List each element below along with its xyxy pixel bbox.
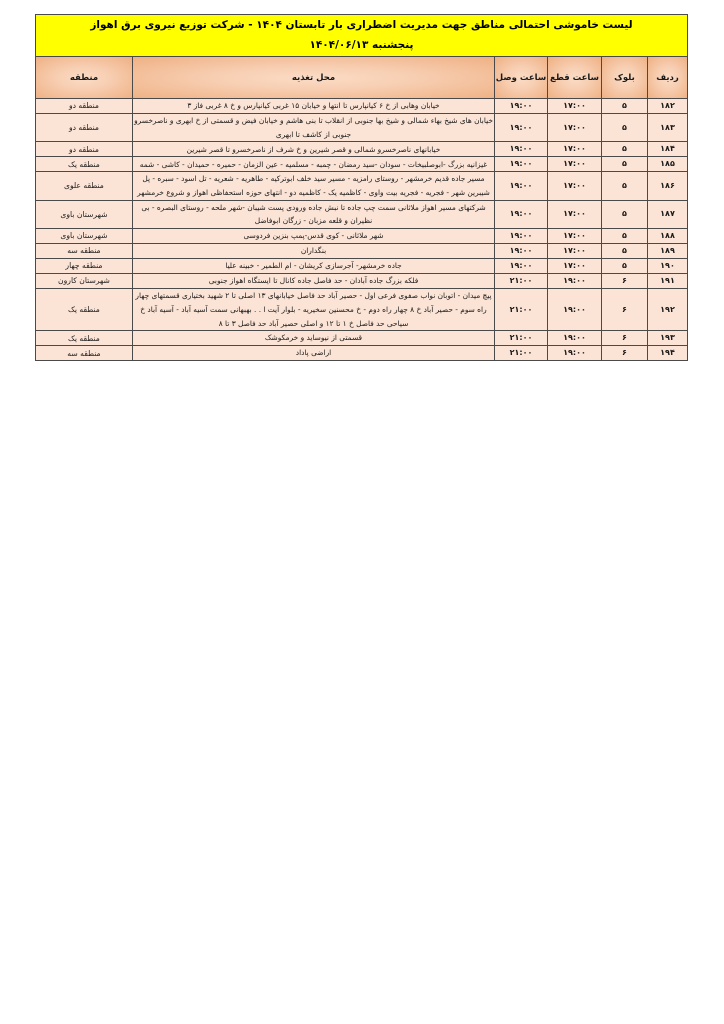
table-row xyxy=(35,200,687,228)
cell-feed-location: مسیر جاده قدیم خرمشهر - روستای رامزیه - مسیر سید خلف ابوترکیه - طاهریه - شعریه - تل اسود - سبره - پل شیبرین شهر - فجریه - فجریه بیت واوی - کاظمیه یک - کاظمیه دو - انتهای حوزه استحفاظی اهواز و شروع خرمشهر xyxy=(133,172,495,200)
column-header-vasl: ساعت وصل xyxy=(495,57,548,99)
cell-outage-start-time: ۱۷:۰۰ xyxy=(548,157,602,172)
cell-row-number: ۱۸۴ xyxy=(648,142,688,157)
table-body xyxy=(35,99,687,361)
cell-outage-end-time: ۱۹:۰۰ xyxy=(495,229,548,244)
cell-outage-end-time: ۲۱:۰۰ xyxy=(495,346,548,361)
cell-region: منطقه یک xyxy=(35,157,132,172)
cell-row-number: ۱۸۹ xyxy=(648,244,688,259)
cell-outage-end-time: ۱۹:۰۰ xyxy=(495,142,548,157)
cell-row-number: ۱۸۶ xyxy=(648,172,688,200)
cell-block: ۵ xyxy=(602,99,648,114)
cell-outage-start-time: ۱۷:۰۰ xyxy=(548,200,602,228)
cell-row-number: ۱۹۱ xyxy=(648,274,688,289)
cell-row-number: ۱۸۳ xyxy=(648,114,688,142)
table-row xyxy=(35,289,687,331)
cell-feed-location: شرکتهای مسیر اهواز ملاثانی سمت چپ جاده تا نبش جاده ورودی پست شیبان -شهر ملحه - روستای البصره - بی نظیران و قلعه مزبان - زرگان ابوفاضل xyxy=(133,200,495,228)
cell-block: ۵ xyxy=(602,259,648,274)
cell-feed-location: قسمتی از نیوساید و خرمکوشک xyxy=(133,331,495,346)
cell-feed-location: اراضی پاداد xyxy=(133,346,495,361)
cell-block: ۵ xyxy=(602,172,648,200)
cell-feed-location: جاده خرمشهر- آجرسازی کریشان - ام الطمیر - خبینه علیا xyxy=(133,259,495,274)
cell-region: منطقه دو xyxy=(35,114,132,142)
column-header-row xyxy=(35,57,687,99)
cell-row-number: ۱۹۰ xyxy=(648,259,688,274)
table-row xyxy=(35,172,687,200)
cell-block: ۶ xyxy=(602,346,648,361)
cell-region: منطقه چهار xyxy=(35,259,132,274)
cell-row-number: ۱۹۳ xyxy=(648,331,688,346)
table-row xyxy=(35,331,687,346)
cell-block: ۵ xyxy=(602,229,648,244)
cell-region: منطقه دو xyxy=(35,142,132,157)
cell-block: ۵ xyxy=(602,114,648,142)
title-line-primary: لیست خاموشی احتمالی مناطق جهت مدیریت اضطراری بار تابستان ۱۴۰۴ - شرکت توزیع نیروی برق اهواز xyxy=(90,18,633,31)
cell-feed-location: خیابانهای ناصرخسرو شمالی و قصر شیرین و خ شرف از ناصرخسرو تا قصر شیرین xyxy=(133,142,495,157)
cell-feed-location: پیچ میدان - اتوبان نواب صفوی فرعی اول - حصیر آباد حد فاصل خیابانهای ۱۳ اصلی تا ۲ شهید بختیاری قسمتهای چهار راه سوم - حصیر آباد خ ۸ چهار راه دوم - خ محسنین سخیریه - بلوار آیت ا . . بهبهانی سمت آسیه آباد - آسیه آباد خ سیاحی حد فاصل خ ۱ تا ۱۲ و اصلی حصیر آباد حد فاصل ۳ تا ۸ xyxy=(133,289,495,331)
table-row xyxy=(35,274,687,289)
cell-region: شهرستان باوی xyxy=(35,200,132,228)
table-row xyxy=(35,99,687,114)
cell-region: منطقه یک xyxy=(35,289,132,331)
cell-outage-start-time: ۱۷:۰۰ xyxy=(548,259,602,274)
cell-region: منطقه دو xyxy=(35,99,132,114)
cell-feed-location: شهر ملاثانی - کوی قدس-پمپ بنزین فردوسی xyxy=(133,229,495,244)
cell-outage-end-time: ۱۹:۰۰ xyxy=(495,114,548,142)
cell-outage-start-time: ۱۷:۰۰ xyxy=(548,244,602,259)
cell-outage-end-time: ۱۹:۰۰ xyxy=(495,172,548,200)
cell-outage-start-time: ۱۷:۰۰ xyxy=(548,229,602,244)
cell-row-number: ۱۹۴ xyxy=(648,346,688,361)
column-header-ghat: ساعت قطع xyxy=(548,57,602,99)
cell-row-number: ۱۸۸ xyxy=(648,229,688,244)
column-header-blok: بلوک xyxy=(602,57,648,99)
cell-outage-end-time: ۲۱:۰۰ xyxy=(495,331,548,346)
cell-block: ۶ xyxy=(602,331,648,346)
cell-outage-end-time: ۲۱:۰۰ xyxy=(495,289,548,331)
cell-outage-start-time: ۱۹:۰۰ xyxy=(548,346,602,361)
cell-feed-location: بنگداران xyxy=(133,244,495,259)
table-row xyxy=(35,346,687,361)
title-line-date: پنجشنبه ۱۴۰۴/۰۶/۱۳ xyxy=(309,39,414,51)
table-head xyxy=(35,15,687,99)
cell-outage-end-time: ۱۹:۰۰ xyxy=(495,99,548,114)
cell-outage-start-time: ۱۷:۰۰ xyxy=(548,172,602,200)
cell-block: ۶ xyxy=(602,274,648,289)
table-row xyxy=(35,114,687,142)
cell-outage-start-time: ۱۷:۰۰ xyxy=(548,114,602,142)
cell-outage-end-time: ۱۹:۰۰ xyxy=(495,259,548,274)
cell-region: منطقه سه xyxy=(35,244,132,259)
table-row xyxy=(35,259,687,274)
cell-feed-location: خیابان های شیخ بهاء شمالی و شیخ بها جنوبی از انقلاب تا بنی هاشم و خیابان فیض و قسمتی از خ ابهری و ناصرخسرو جنوبی از کاشف تا ابهری xyxy=(133,114,495,142)
table-row xyxy=(35,142,687,157)
cell-row-number: ۱۸۲ xyxy=(648,99,688,114)
table-row xyxy=(35,157,687,172)
cell-outage-start-time: ۱۷:۰۰ xyxy=(548,99,602,114)
cell-outage-start-time: ۱۹:۰۰ xyxy=(548,331,602,346)
title-banner-row xyxy=(35,15,687,57)
cell-block: ۵ xyxy=(602,157,648,172)
table-row xyxy=(35,244,687,259)
cell-outage-start-time: ۱۷:۰۰ xyxy=(548,142,602,157)
cell-outage-end-time: ۱۹:۰۰ xyxy=(495,157,548,172)
cell-feed-location: فلکه بزرگ جاده آبادان - حد فاصل جاده کانال تا ایستگاه اهواز جنوبی xyxy=(133,274,495,289)
cell-row-number: ۱۹۲ xyxy=(648,289,688,331)
cell-feed-location: خیابان وهابی از خ ۶ کیانپارس تا انتها و خیابان ۱۵ غربی کیانپارس و خ ۸ غربی فاز ۳ xyxy=(133,99,495,114)
cell-region: منطقه یک xyxy=(35,331,132,346)
document-title-banner xyxy=(35,15,687,57)
column-header-mantaghe: منطقه xyxy=(35,57,132,99)
table-row xyxy=(35,229,687,244)
cell-block: ۵ xyxy=(602,142,648,157)
cell-block: ۶ xyxy=(602,289,648,331)
cell-feed-location: غیزانیه بزرگ -ابوصلبیخات - سودان -سید رمضان - چمبه - مسلمیه - عین الزمان - حمیره - حمیدان - کاشی - شمه xyxy=(133,157,495,172)
column-header-radif: ردیف xyxy=(648,57,688,99)
cell-block: ۵ xyxy=(602,200,648,228)
cell-row-number: ۱۸۵ xyxy=(648,157,688,172)
cell-outage-end-time: ۱۹:۰۰ xyxy=(495,200,548,228)
cell-outage-end-time: ۲۱:۰۰ xyxy=(495,274,548,289)
outage-schedule-table xyxy=(35,14,688,361)
cell-region: منطقه علوی xyxy=(35,172,132,200)
cell-block: ۵ xyxy=(602,244,648,259)
cell-region: شهرستان باوی xyxy=(35,229,132,244)
cell-outage-start-time: ۱۹:۰۰ xyxy=(548,274,602,289)
cell-outage-end-time: ۱۹:۰۰ xyxy=(495,244,548,259)
cell-row-number: ۱۸۷ xyxy=(648,200,688,228)
cell-outage-start-time: ۱۹:۰۰ xyxy=(548,289,602,331)
column-header-mahal: محل تغذیه xyxy=(133,57,495,99)
cell-region: شهرستان کارون xyxy=(35,274,132,289)
cell-region: منطقه سه xyxy=(35,346,132,361)
